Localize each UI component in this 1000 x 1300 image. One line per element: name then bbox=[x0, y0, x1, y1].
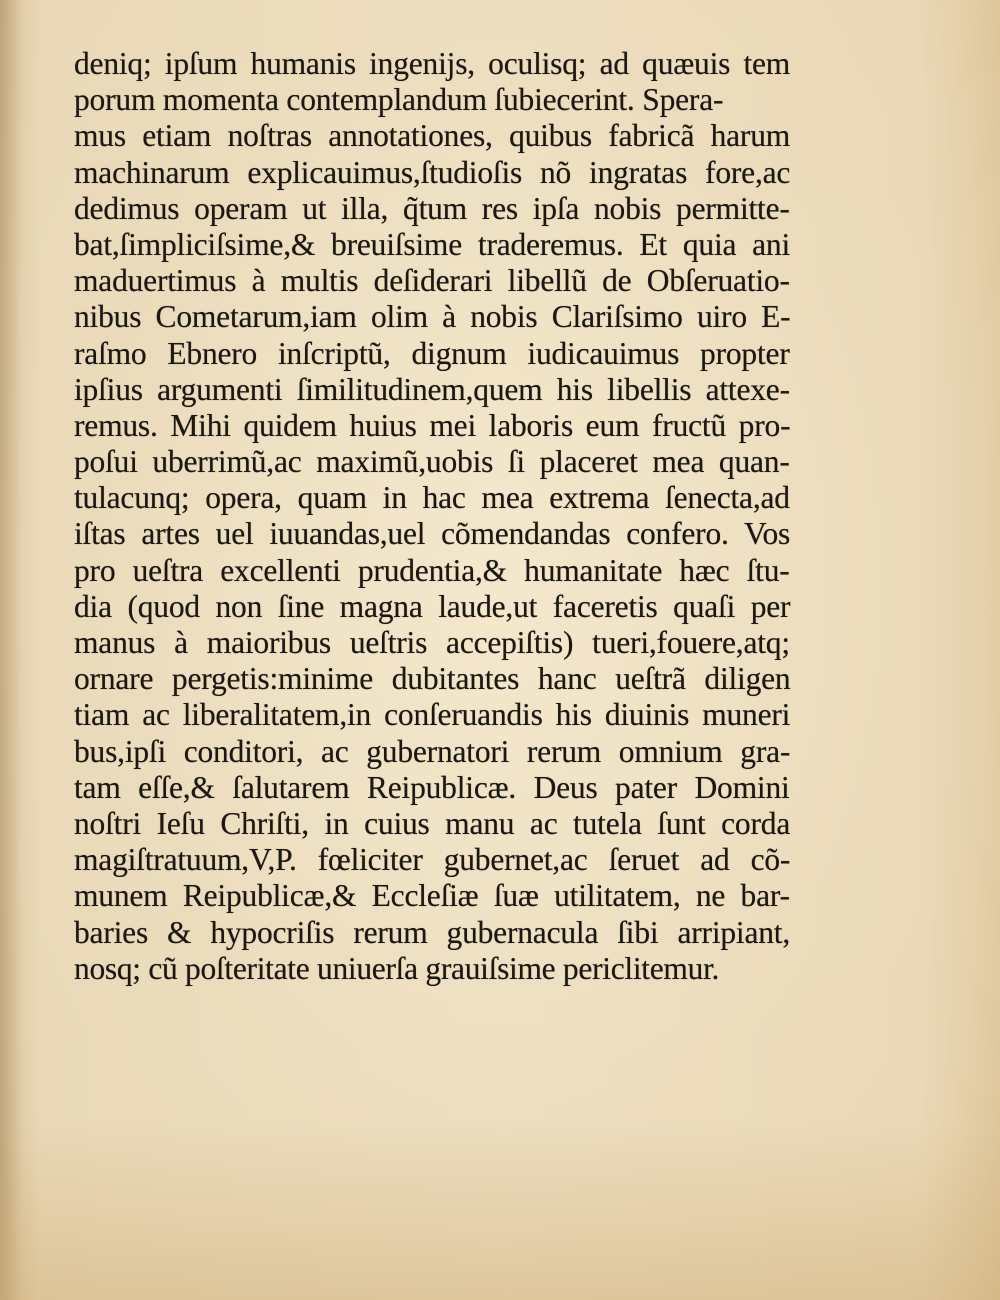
text-line: poſui uberrimũ,ac maximũ,uobis ſi placeret mea quan- bbox=[74, 444, 790, 480]
text-line: maduertimus à multis deſiderari libellũ de Obſeruatio- bbox=[74, 263, 790, 299]
text-line: baries & hypocriſis rerum gubernacula ſibi arripiant, bbox=[74, 914, 791, 950]
text-line: tam eſſe,& ſalutarem Reipublicæ. Deus pater Domini bbox=[74, 769, 790, 805]
text-line: porum momenta contemplandum ſubiecerint. Spera- bbox=[74, 82, 724, 118]
text-line: manus à maioribus ueſtris accepiſtis) tueri,fouere,atq; bbox=[74, 625, 790, 660]
text-line: bat,ſimpliciſsime,& breuiſsime traderemus. Et quia ani bbox=[74, 226, 791, 262]
text-line: mus etiam noſtras annotationes, quibus fabricã harum bbox=[74, 118, 791, 154]
text-line: dia (quod non ſine magna laude,ut faceretis quaſi per bbox=[74, 588, 791, 624]
text-line: nibus Cometarum,iam olim à nobis Clariſsimo uiro E- bbox=[74, 299, 791, 335]
text-line: tiam ac liberalitatem,in conſeruandis his diuinis muneri bbox=[74, 697, 791, 733]
text-line: dedimus operam ut illa, q̃tum res ipſa nobis permitte- bbox=[74, 190, 790, 226]
text-line: tulacunq; opera, quam in hac mea extrema ſenecta,ad bbox=[74, 480, 790, 516]
text-line: noſtri Ieſu Chriſti, in cuius manu ac tutela ſunt corda bbox=[74, 805, 791, 841]
text-line: pro ueſtra excellenti prudentia,& humanitate hæc ſtu- bbox=[74, 552, 790, 588]
page-gutter-shadow bbox=[0, 0, 22, 1300]
text-line: raſmo Ebnero inſcriptũ, dignum iudicauimus propter bbox=[74, 335, 790, 371]
text-line: magiſtratuum,V,P. fœliciter gubernet,ac ſeruet ad cõ- bbox=[74, 842, 791, 878]
text-line: munem Reipublicæ,& Eccleſiæ ſuæ utilitatem, ne bar- bbox=[74, 878, 790, 914]
text-line: nosq; cũ poſteritate uniuerſa grauiſsime periclitemur. bbox=[74, 950, 720, 986]
text-line: machinarum explicauimus,ſtudioſis nõ ingratas fore,ac bbox=[74, 154, 791, 190]
text-line: remus. Mihi quidem huius mei laboris eum fructũ pro- bbox=[74, 407, 791, 443]
text-line: deniq; ipſum humanis ingenijs, oculisq; ad quæuis tem bbox=[74, 46, 791, 81]
latin-text-block bbox=[74, 46, 790, 987]
text-line: iſtas artes uel iuuandas,uel cõmendandas confero. Vos bbox=[74, 516, 791, 552]
text-line: ipſius argumenti ſimilitudinem,quem his libellis attexe- bbox=[74, 371, 790, 407]
text-line: ornare pergetis:minime dubitantes hanc ueſtrã diligen bbox=[74, 661, 791, 697]
text-line: bus,ipſi conditori, ac gubernatori rerum omnium gra- bbox=[74, 733, 791, 769]
